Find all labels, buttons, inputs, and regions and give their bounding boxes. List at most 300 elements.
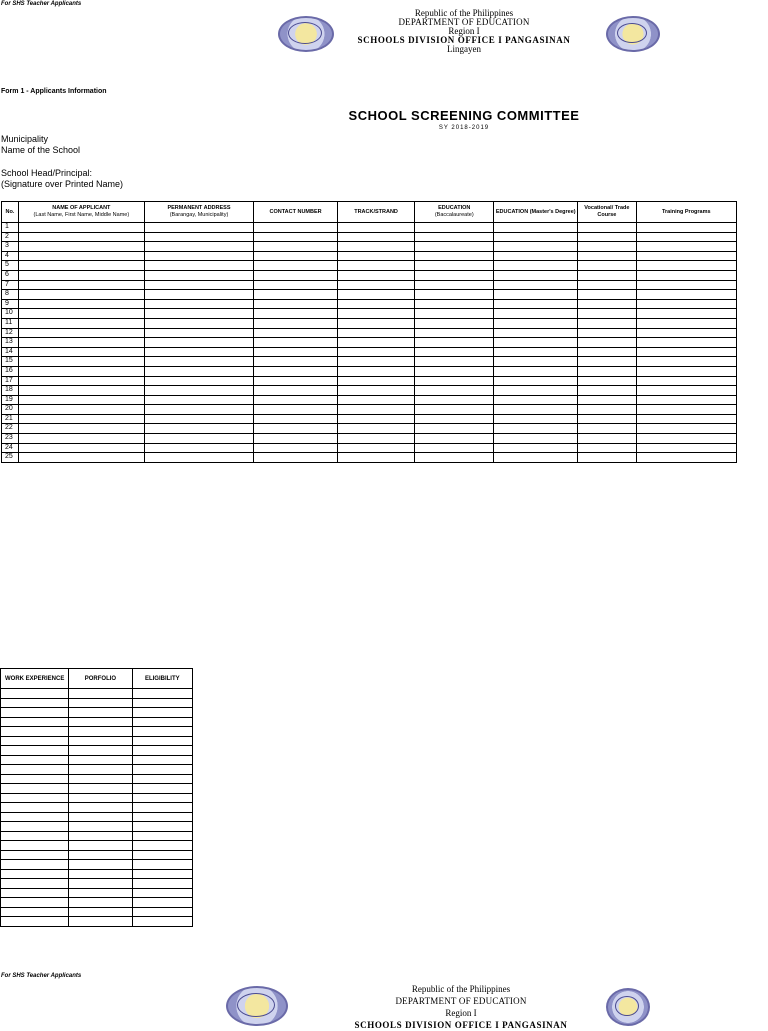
table-cell[interactable]: [1, 822, 69, 832]
table-cell[interactable]: [636, 338, 736, 348]
table-cell[interactable]: [415, 223, 494, 233]
table-row: [1, 765, 193, 775]
table-cell[interactable]: [132, 888, 192, 898]
table-cell[interactable]: [18, 434, 144, 444]
table-row: [2, 386, 737, 396]
table-cell[interactable]: [415, 347, 494, 357]
table-cell[interactable]: [494, 318, 578, 328]
column-header-main: TRACK/STRAND: [354, 208, 398, 215]
table-cell[interactable]: [636, 328, 736, 338]
table-cell[interactable]: [636, 376, 736, 386]
table-cell[interactable]: [578, 434, 636, 444]
table-cell[interactable]: [636, 453, 736, 463]
table-cell[interactable]: [1, 831, 69, 841]
table-cell[interactable]: [337, 443, 414, 453]
table-cell[interactable]: [69, 689, 132, 699]
table-cell[interactable]: [1, 689, 69, 699]
table-cell[interactable]: [578, 338, 636, 348]
table-cell[interactable]: [18, 232, 144, 242]
table-cell[interactable]: [415, 299, 494, 309]
table-cell[interactable]: [18, 223, 144, 233]
table-cell[interactable]: [494, 443, 578, 453]
table-cell[interactable]: [254, 453, 338, 463]
table-cell[interactable]: [254, 414, 338, 424]
table-cell[interactable]: [337, 318, 414, 328]
table-cell[interactable]: [18, 386, 144, 396]
table-cell[interactable]: [144, 453, 253, 463]
footer-division: SCHOOLS DIVISION OFFICE I PANGASINAN: [354, 1020, 568, 1030]
table-cell[interactable]: [18, 414, 144, 424]
table-cell[interactable]: [254, 376, 338, 386]
table-cell[interactable]: [337, 290, 414, 300]
table-cell[interactable]: [636, 366, 736, 376]
table-cell[interactable]: [494, 405, 578, 415]
table-cell[interactable]: [254, 280, 338, 290]
table-cell[interactable]: [144, 232, 253, 242]
table-cell[interactable]: [132, 755, 192, 765]
table-cell[interactable]: [1, 736, 69, 746]
table-cell[interactable]: [337, 242, 414, 252]
table-cell[interactable]: [636, 405, 736, 415]
table-cell[interactable]: [132, 860, 192, 870]
table-cell[interactable]: [144, 270, 253, 280]
footer-region: Region I: [445, 1008, 477, 1018]
table-cell[interactable]: [69, 793, 132, 803]
table-cell[interactable]: [578, 309, 636, 319]
table-cell[interactable]: [18, 242, 144, 252]
table-cell[interactable]: [578, 223, 636, 233]
table-cell[interactable]: [636, 357, 736, 367]
table-cell[interactable]: [254, 395, 338, 405]
table-cell[interactable]: [636, 443, 736, 453]
table-cell[interactable]: [144, 318, 253, 328]
table-cell[interactable]: [132, 879, 192, 889]
table-cell[interactable]: [69, 812, 132, 822]
table-cell[interactable]: [494, 223, 578, 233]
table-cell[interactable]: [254, 232, 338, 242]
table-cell[interactable]: [494, 309, 578, 319]
table-row: [2, 280, 737, 290]
table-cell[interactable]: [254, 347, 338, 357]
row-number: 12: [2, 328, 19, 338]
table-cell[interactable]: [337, 270, 414, 280]
table-cell[interactable]: [578, 443, 636, 453]
table-cell[interactable]: [254, 366, 338, 376]
table-cell[interactable]: [1, 765, 69, 775]
table-cell[interactable]: [1, 812, 69, 822]
table-cell[interactable]: [254, 443, 338, 453]
table-cell[interactable]: [18, 424, 144, 434]
table-cell[interactable]: [337, 414, 414, 424]
table-cell[interactable]: [337, 434, 414, 444]
table-cell[interactable]: [636, 280, 736, 290]
letterhead: [330, 9, 598, 54]
table-cell[interactable]: [337, 376, 414, 386]
column-header-sub: (Barangay, Municipality): [169, 212, 229, 218]
table-cell[interactable]: [144, 261, 253, 271]
table-cell[interactable]: [144, 347, 253, 357]
table-cell[interactable]: [1, 746, 69, 756]
header-department: DEPARTMENT OF EDUCATION: [398, 17, 530, 27]
table-cell[interactable]: [578, 424, 636, 434]
table-cell[interactable]: [337, 309, 414, 319]
table-cell[interactable]: [144, 434, 253, 444]
table-cell[interactable]: [18, 318, 144, 328]
table-cell[interactable]: [337, 261, 414, 271]
table-cell[interactable]: [69, 841, 132, 851]
table-cell[interactable]: [578, 232, 636, 242]
table-cell[interactable]: [144, 405, 253, 415]
table-cell[interactable]: [132, 793, 192, 803]
table-cell[interactable]: [1, 841, 69, 851]
table-cell[interactable]: [132, 765, 192, 775]
table-cell[interactable]: [1, 917, 69, 927]
table-cell[interactable]: [578, 414, 636, 424]
table-cell[interactable]: [494, 261, 578, 271]
table-cell[interactable]: [494, 280, 578, 290]
table-cell[interactable]: [69, 717, 132, 727]
table-cell[interactable]: [1, 698, 69, 708]
column-header: [254, 202, 338, 223]
table-cell[interactable]: [18, 395, 144, 405]
table-cell[interactable]: [578, 270, 636, 280]
column-header-main: Training Programs: [661, 208, 711, 215]
table-cell[interactable]: [636, 232, 736, 242]
table-cell[interactable]: [1, 907, 69, 917]
table-cell[interactable]: [636, 347, 736, 357]
table-cell[interactable]: [254, 251, 338, 261]
table-cell[interactable]: [636, 434, 736, 444]
table-cell[interactable]: [494, 270, 578, 280]
table-cell[interactable]: [254, 338, 338, 348]
table-cell[interactable]: [494, 434, 578, 444]
table-cell[interactable]: [144, 280, 253, 290]
table-cell[interactable]: [415, 251, 494, 261]
table-cell[interactable]: [69, 746, 132, 756]
table-cell[interactable]: [494, 395, 578, 405]
table-cell[interactable]: [415, 453, 494, 463]
table-cell[interactable]: [254, 434, 338, 444]
table-cell[interactable]: [337, 366, 414, 376]
table-cell[interactable]: [69, 803, 132, 813]
table-cell[interactable]: [636, 242, 736, 252]
table-cell[interactable]: [1, 898, 69, 908]
table-cell[interactable]: [494, 357, 578, 367]
table-cell[interactable]: [415, 309, 494, 319]
table-cell[interactable]: [636, 395, 736, 405]
table-cell[interactable]: [337, 395, 414, 405]
table-cell[interactable]: [132, 907, 192, 917]
table-cell[interactable]: [144, 338, 253, 348]
row-number: 7: [2, 280, 19, 290]
table-cell[interactable]: [415, 434, 494, 444]
table-row: [1, 812, 193, 822]
table-cell[interactable]: [636, 309, 736, 319]
table-cell[interactable]: [1, 708, 69, 718]
table-cell[interactable]: [18, 347, 144, 357]
table-cell[interactable]: [578, 376, 636, 386]
table-row: [2, 290, 737, 300]
table-cell[interactable]: [254, 290, 338, 300]
table-cell[interactable]: [144, 299, 253, 309]
table-cell[interactable]: [578, 242, 636, 252]
table-cell[interactable]: [1, 755, 69, 765]
table-cell[interactable]: [494, 290, 578, 300]
table-cell[interactable]: [415, 386, 494, 396]
table-cell[interactable]: [494, 299, 578, 309]
table-cell[interactable]: [144, 414, 253, 424]
table-cell[interactable]: [578, 453, 636, 463]
table-cell[interactable]: [18, 299, 144, 309]
table-cell[interactable]: [578, 328, 636, 338]
table-cell[interactable]: [254, 405, 338, 415]
table-cell[interactable]: [132, 708, 192, 718]
table-cell[interactable]: [337, 347, 414, 357]
table-cell[interactable]: [132, 689, 192, 699]
table-cell[interactable]: [69, 869, 132, 879]
table-cell[interactable]: [69, 898, 132, 908]
table-cell[interactable]: [415, 376, 494, 386]
table-cell[interactable]: [18, 251, 144, 261]
table-cell[interactable]: [18, 309, 144, 319]
table-cell[interactable]: [415, 414, 494, 424]
table-cell[interactable]: [1, 869, 69, 879]
table-cell[interactable]: [337, 223, 414, 233]
table-cell[interactable]: [337, 357, 414, 367]
table-cell[interactable]: [254, 318, 338, 328]
table-cell[interactable]: [636, 414, 736, 424]
table-cell[interactable]: [636, 223, 736, 233]
table-cell[interactable]: [69, 698, 132, 708]
table-cell[interactable]: [18, 270, 144, 280]
column-header: WORK EXPERIENCE: [1, 669, 69, 689]
table-cell[interactable]: [132, 746, 192, 756]
table-cell[interactable]: [415, 270, 494, 280]
table-cell[interactable]: [132, 698, 192, 708]
table-cell[interactable]: [144, 386, 253, 396]
table-cell[interactable]: [144, 309, 253, 319]
table-cell[interactable]: [415, 290, 494, 300]
table-cell[interactable]: [132, 727, 192, 737]
table-cell[interactable]: [578, 290, 636, 300]
table-cell[interactable]: [494, 424, 578, 434]
table-cell[interactable]: [1, 860, 69, 870]
table-cell[interactable]: [18, 328, 144, 338]
table-cell[interactable]: [337, 299, 414, 309]
table-cell[interactable]: [254, 223, 338, 233]
table-cell[interactable]: [144, 251, 253, 261]
table-cell[interactable]: [578, 251, 636, 261]
table-cell[interactable]: [337, 453, 414, 463]
table-cell[interactable]: [132, 717, 192, 727]
table-cell[interactable]: [415, 424, 494, 434]
table-cell[interactable]: [144, 223, 253, 233]
table-cell[interactable]: [636, 261, 736, 271]
table-cell[interactable]: [18, 261, 144, 271]
table-cell[interactable]: [144, 242, 253, 252]
table-cell[interactable]: [18, 290, 144, 300]
table-cell[interactable]: [415, 357, 494, 367]
table-cell[interactable]: [1, 793, 69, 803]
table-cell[interactable]: [144, 328, 253, 338]
table-cell[interactable]: [144, 290, 253, 300]
table-cell[interactable]: [132, 898, 192, 908]
table-row: [2, 443, 737, 453]
table-cell[interactable]: [69, 774, 132, 784]
table-cell[interactable]: [18, 443, 144, 453]
table-cell[interactable]: [415, 405, 494, 415]
table-row: [1, 774, 193, 784]
table-cell[interactable]: [69, 784, 132, 794]
table-cell[interactable]: [132, 831, 192, 841]
table-cell[interactable]: [415, 261, 494, 271]
table-cell[interactable]: [415, 395, 494, 405]
table-cell[interactable]: [494, 376, 578, 386]
table-cell[interactable]: [1, 803, 69, 813]
table-cell[interactable]: [636, 290, 736, 300]
table-cell[interactable]: [1, 774, 69, 784]
table-cell[interactable]: [144, 443, 253, 453]
table-cell[interactable]: [337, 328, 414, 338]
column-header-main: EDUCATION: [438, 205, 471, 211]
table-cell[interactable]: [494, 386, 578, 396]
table-cell[interactable]: [18, 357, 144, 367]
table-cell[interactable]: [494, 242, 578, 252]
table-cell[interactable]: [337, 280, 414, 290]
table-cell[interactable]: [578, 299, 636, 309]
table-cell[interactable]: [254, 424, 338, 434]
table-cell[interactable]: [494, 366, 578, 376]
table-cell[interactable]: [18, 453, 144, 463]
table-cell[interactable]: [415, 366, 494, 376]
table-cell[interactable]: [18, 280, 144, 290]
table-cell[interactable]: [494, 251, 578, 261]
table-row: [1, 793, 193, 803]
table-cell[interactable]: [254, 299, 338, 309]
table-cell[interactable]: [18, 376, 144, 386]
table-cell[interactable]: [415, 338, 494, 348]
table-cell[interactable]: [69, 822, 132, 832]
table-row: [2, 242, 737, 252]
table-cell[interactable]: [415, 242, 494, 252]
table-cell[interactable]: [578, 366, 636, 376]
table-cell[interactable]: [494, 232, 578, 242]
table-cell[interactable]: [415, 318, 494, 328]
table-cell[interactable]: [69, 879, 132, 889]
table-cell[interactable]: [18, 405, 144, 415]
table-cell[interactable]: [636, 270, 736, 280]
table-row: [1, 831, 193, 841]
table-cell[interactable]: [494, 414, 578, 424]
table-row: [2, 395, 737, 405]
table-cell[interactable]: [494, 347, 578, 357]
table-cell[interactable]: [636, 424, 736, 434]
table-cell[interactable]: [636, 299, 736, 309]
row-number: 4: [2, 251, 19, 261]
table-cell[interactable]: [494, 453, 578, 463]
table-cell[interactable]: [494, 328, 578, 338]
table-cell[interactable]: [132, 784, 192, 794]
table-cell[interactable]: [337, 338, 414, 348]
table-cell[interactable]: [1, 727, 69, 737]
table-cell[interactable]: [254, 328, 338, 338]
table-cell[interactable]: [132, 812, 192, 822]
table-cell[interactable]: [132, 869, 192, 879]
table-cell[interactable]: [144, 395, 253, 405]
table-cell[interactable]: [636, 386, 736, 396]
table-cell[interactable]: [254, 261, 338, 271]
table-cell[interactable]: [337, 251, 414, 261]
table-cell[interactable]: [337, 232, 414, 242]
table-cell[interactable]: [132, 841, 192, 851]
table-cell[interactable]: [69, 708, 132, 718]
table-cell[interactable]: [415, 443, 494, 453]
table-cell[interactable]: [254, 270, 338, 280]
table-cell[interactable]: [1, 717, 69, 727]
table-cell[interactable]: [132, 850, 192, 860]
table-cell[interactable]: [578, 318, 636, 328]
table-cell[interactable]: [144, 424, 253, 434]
table-cell[interactable]: [578, 395, 636, 405]
table-cell[interactable]: [636, 251, 736, 261]
table-cell[interactable]: [69, 765, 132, 775]
table-cell[interactable]: [578, 357, 636, 367]
table-cell[interactable]: [69, 917, 132, 927]
table-cell[interactable]: [69, 907, 132, 917]
table-cell[interactable]: [132, 822, 192, 832]
table-cell[interactable]: [254, 386, 338, 396]
table-cell[interactable]: [144, 357, 253, 367]
table-cell[interactable]: [337, 424, 414, 434]
table-cell[interactable]: [1, 888, 69, 898]
table-cell[interactable]: [578, 261, 636, 271]
table-cell[interactable]: [69, 888, 132, 898]
table-cell[interactable]: [254, 242, 338, 252]
table-cell[interactable]: [69, 831, 132, 841]
table-cell[interactable]: [69, 755, 132, 765]
table-cell[interactable]: [578, 347, 636, 357]
table-cell[interactable]: [1, 784, 69, 794]
table-cell[interactable]: [69, 727, 132, 737]
table-cell[interactable]: [254, 309, 338, 319]
table-cell[interactable]: [69, 860, 132, 870]
table-cell[interactable]: [132, 803, 192, 813]
table-cell[interactable]: [132, 736, 192, 746]
table-cell[interactable]: [337, 386, 414, 396]
table-cell[interactable]: [337, 405, 414, 415]
table-cell[interactable]: [1, 850, 69, 860]
row-number: 2: [2, 232, 19, 242]
table-cell[interactable]: [494, 338, 578, 348]
table-cell[interactable]: [132, 917, 192, 927]
table-cell[interactable]: [132, 774, 192, 784]
table-cell[interactable]: [415, 328, 494, 338]
table-cell[interactable]: [578, 386, 636, 396]
table-cell[interactable]: [415, 232, 494, 242]
table-cell[interactable]: [254, 357, 338, 367]
table-cell[interactable]: [415, 280, 494, 290]
table-cell[interactable]: [18, 338, 144, 348]
table-cell[interactable]: [636, 318, 736, 328]
table-cell[interactable]: [1, 879, 69, 889]
table-cell[interactable]: [578, 405, 636, 415]
table-cell[interactable]: [144, 376, 253, 386]
table-cell[interactable]: [69, 850, 132, 860]
table-cell[interactable]: [18, 366, 144, 376]
table-cell[interactable]: [578, 280, 636, 290]
table-cell[interactable]: [69, 736, 132, 746]
table-cell[interactable]: [144, 366, 253, 376]
